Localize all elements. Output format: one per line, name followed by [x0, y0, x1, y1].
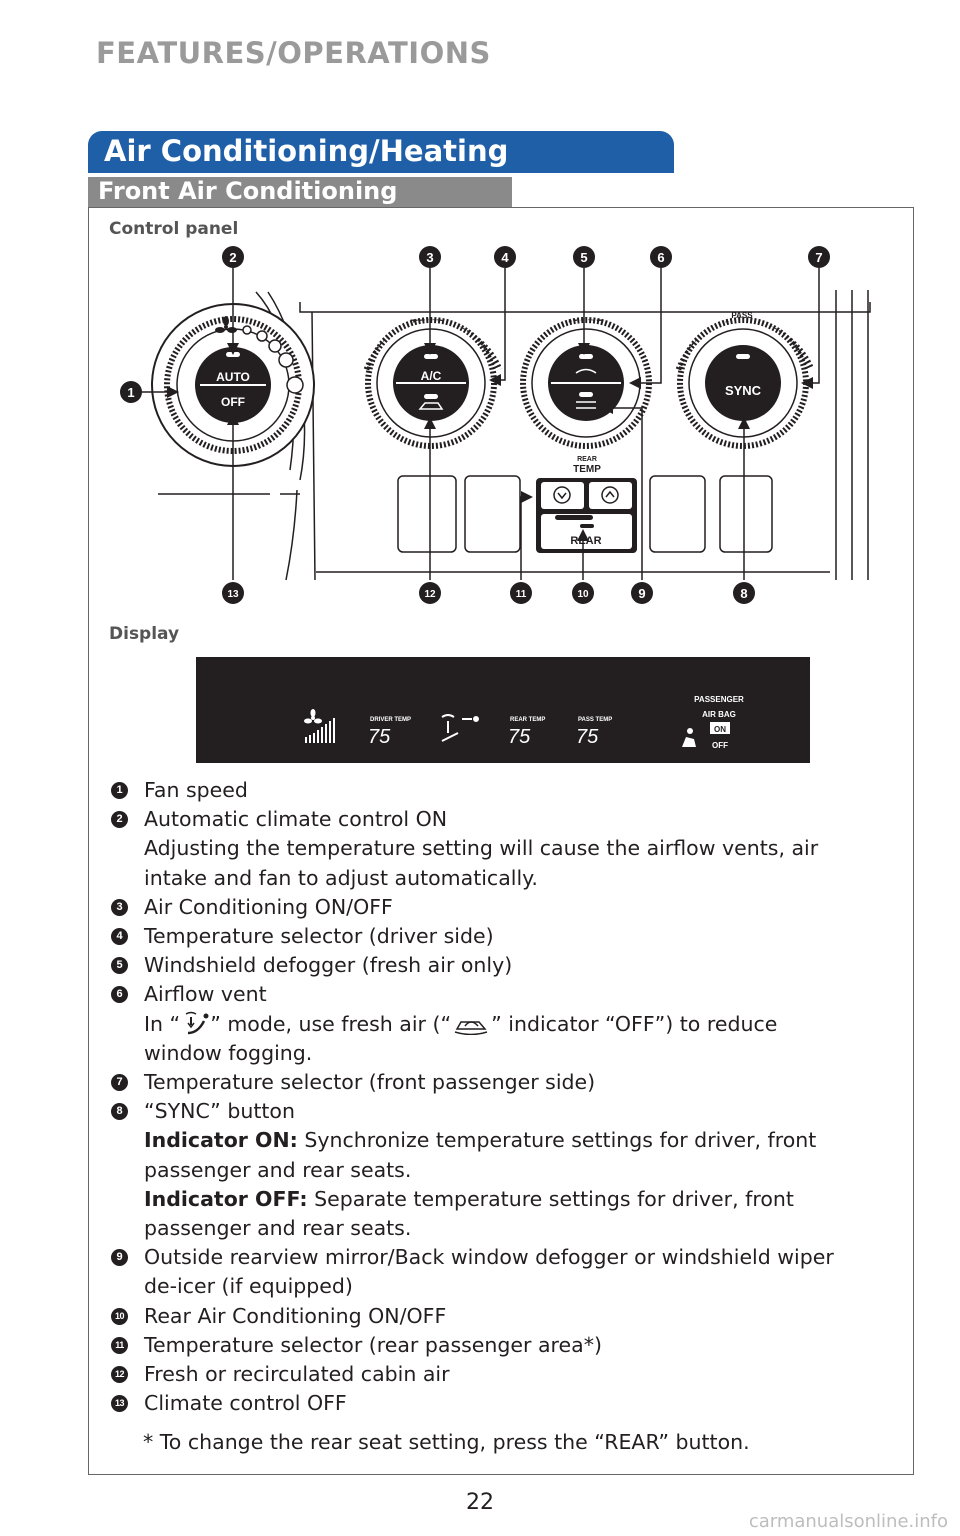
list-item: 2 Automatic climate control ON Adjusting the temperature setting will cause the airflow vents, air intake and fan to adjust automatically. — [108, 805, 908, 893]
callout-2 — [222, 246, 244, 268]
callout-1 — [120, 381, 142, 403]
climate-display — [196, 657, 810, 763]
svg-text:SYNC: SYNC — [724, 383, 762, 398]
subtitle-bar — [88, 177, 512, 207]
page-number: 22 — [466, 1490, 494, 1515]
svg-text:PASSENGER: PASSENGER — [694, 695, 744, 704]
airflow-vent-icon — [180, 1011, 210, 1035]
page-title: Air Conditioning/Heating — [104, 134, 509, 168]
list-item: 1 Fan speed — [108, 776, 908, 805]
svg-text:4: 4 — [501, 250, 509, 265]
watermark: carmanualsonline.info — [748, 1511, 948, 1532]
svg-text:2: 2 — [229, 250, 237, 265]
list-item: 13 Climate control OFF — [108, 1389, 908, 1418]
svg-text:OFF: OFF — [712, 741, 728, 750]
list-item: 9 Outside rearview mirror/Back window defogger or windshield wiper de-icer (if equipped) — [108, 1243, 908, 1301]
page-subtitle: Front Air Conditioning — [98, 177, 398, 205]
svg-text:1: 1 — [127, 385, 135, 400]
title-bar — [88, 131, 674, 173]
svg-text:A/C: A/C — [420, 369, 442, 383]
list-item: 4 Temperature selector (driver side) — [108, 922, 908, 951]
callout-12 — [419, 582, 441, 604]
svg-text:DRIVER TEMP: DRIVER TEMP — [370, 717, 412, 723]
list-item: 6 Airflow vent In “ ” mode, use fresh air (“ ” indicator “OFF”) to reduce window fogging. — [108, 980, 908, 1068]
callout-3 — [419, 246, 441, 268]
svg-text:REAR TEMP: REAR TEMP — [510, 717, 546, 723]
legend-list — [108, 776, 908, 1418]
svg-text:PASS: PASS — [731, 311, 753, 320]
svg-text:ON: ON — [714, 725, 726, 734]
list-item: 5 Windshield defogger (fresh air only) — [108, 951, 908, 980]
svg-text:AUTO: AUTO — [216, 370, 250, 384]
knob-sync[interactable] — [680, 320, 806, 446]
svg-text:REAR: REAR — [570, 535, 602, 547]
control-panel-label: Control panel — [109, 219, 239, 239]
svg-text:75: 75 — [576, 726, 599, 748]
svg-text:OFF: OFF — [221, 395, 245, 409]
svg-text:13: 13 — [227, 589, 239, 600]
list-item: 8 “SYNC” button Indicator ON: Synchronize temperature settings for driver, front passenger and rear seats. Indicator OFF: Separate temperature settings for driver, front passenger and rear seats. — [108, 1097, 908, 1243]
svg-text:7: 7 — [815, 250, 823, 265]
blank-button-2 — [465, 476, 520, 552]
svg-text:PASS TEMP: PASS TEMP — [578, 717, 613, 723]
callout-4 — [494, 246, 516, 268]
callout-8 — [733, 582, 755, 604]
svg-text:75: 75 — [368, 726, 391, 748]
callout-6 — [650, 246, 672, 268]
svg-text:10: 10 — [577, 589, 589, 600]
list-item: 11 Temperature selector (rear passenger area*) — [108, 1331, 908, 1360]
callout-7 — [808, 246, 830, 268]
svg-text:8: 8 — [740, 586, 748, 601]
svg-text:75: 75 — [508, 726, 531, 748]
blank-button-1 — [398, 476, 456, 552]
svg-text:REAR: REAR — [577, 456, 597, 463]
blank-button-3 — [650, 476, 705, 552]
list-item: 10 Rear Air Conditioning ON/OFF — [108, 1302, 908, 1331]
knob-mode[interactable] — [523, 317, 649, 446]
list-item: 3 Air Conditioning ON/OFF — [108, 893, 908, 922]
svg-text:TEMP: TEMP — [573, 464, 601, 475]
callout-11 — [510, 582, 532, 604]
svg-text:9: 9 — [638, 586, 646, 601]
callout-5 — [573, 246, 595, 268]
control-panel-diagram — [0, 240, 960, 620]
svg-text:AIR BAG: AIR BAG — [702, 710, 736, 719]
blank-button-4 — [720, 476, 772, 552]
callout-9 — [631, 582, 653, 604]
callout-13 — [222, 582, 244, 604]
svg-text:5: 5 — [580, 250, 588, 265]
callout-10 — [572, 582, 594, 604]
list-item: 7 Temperature selector (front passenger side) — [108, 1068, 908, 1097]
svg-text:12: 12 — [424, 589, 436, 600]
svg-text:11: 11 — [515, 589, 527, 600]
footnote: * To change the rear seat setting, press the “REAR” button. — [143, 1430, 750, 1454]
knob-ac[interactable] — [368, 320, 494, 446]
rear-temp-control[interactable] — [536, 456, 637, 553]
list-item: 12 Fresh or recirculated cabin air — [108, 1360, 908, 1389]
recirculate-icon — [451, 1015, 491, 1035]
section-header: FEATURES/OPERATIONS — [96, 36, 491, 70]
display-label: Display — [109, 624, 180, 644]
svg-text:6: 6 — [657, 250, 665, 265]
svg-text:3: 3 — [426, 250, 434, 265]
